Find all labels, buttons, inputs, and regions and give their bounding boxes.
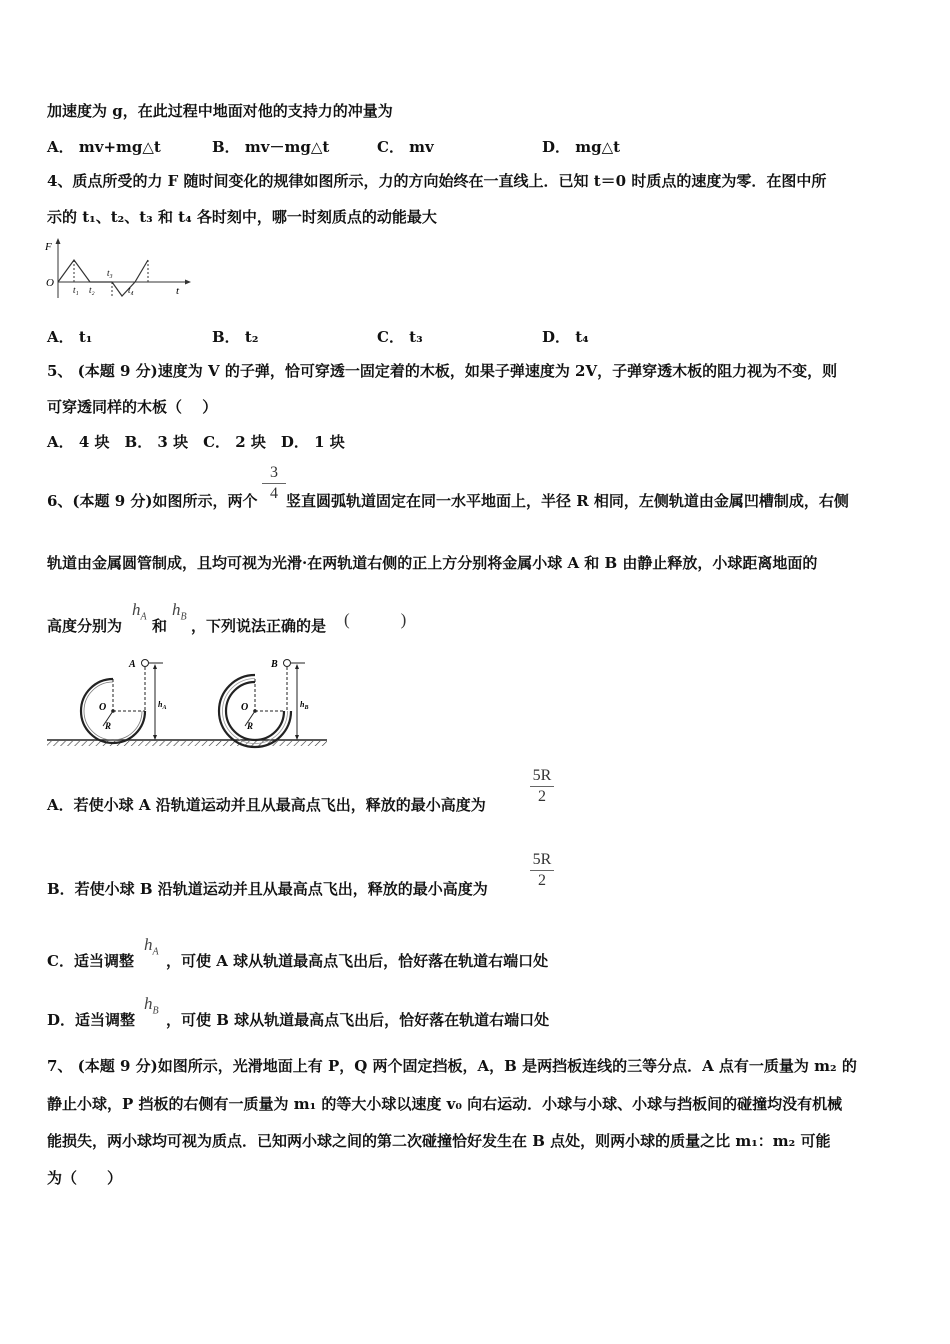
ground-hatch — [47, 741, 327, 746]
q6-frac-num: 3 — [270, 464, 278, 481]
q6-fraction-three-quarters — [260, 464, 288, 503]
q3-option-c: C． mv — [377, 138, 434, 156]
right-height-label: $h_B$ — [300, 700, 309, 711]
q6-and: 和 — [152, 617, 168, 635]
graph-y-arrow — [56, 238, 61, 244]
q6-option-c-ha: $h_A$ — [144, 935, 159, 958]
q6-line-1-post: 竖直圆弧轨道固定在同一水平地面上，半径 R 相同，左侧轨道由金属凹槽制成，右侧 — [286, 492, 849, 510]
ball-a — [142, 660, 149, 667]
right-center-label: O — [241, 702, 249, 713]
q3-option-b: B． mv－mg△t — [212, 138, 330, 156]
graph-label-t: t — [176, 285, 180, 297]
ball-b — [284, 660, 291, 667]
left-groove-track — [81, 659, 166, 743]
ball-a-label: A — [129, 659, 136, 670]
q7-line-4: 为（ ） — [47, 1169, 123, 1187]
q4-line-2: 示的 t₁、t₂、t₃ 和 t₄ 各时刻中，哪一时刻质点的动能最大 — [47, 208, 437, 226]
right-tube-track — [219, 659, 308, 747]
q4-line-1: 4、质点所受的力 F 随时间变化的规律如图所示，力的方向始终在一直线上．已知 t＝0 时质点的速度为零．在图中所 — [47, 172, 827, 190]
q6-frac-den: 4 — [270, 485, 278, 502]
q6-option-d-pre: D．适当调整 — [47, 1011, 136, 1029]
q6-line-2: 轨道由金属圆管制成，且均可视为光滑·在两轨道右侧的正上方分别将金属小球 A 和 B 由静止释放，小球距离地面的 — [47, 554, 818, 572]
q6-line-1-pre: 6、(本题 9 分)如图所示，两个 — [47, 492, 258, 510]
graph-tick-t4: t₄ — [128, 285, 134, 295]
q4-option-c: C． t₃ — [377, 328, 423, 346]
left-height-label: $h_A$ — [158, 700, 167, 711]
q6-option-a-fraction: 5R 2 — [528, 767, 556, 806]
q4-option-b: B． t₂ — [212, 328, 259, 346]
right-radius-label: R — [247, 721, 254, 731]
q7-line-3: 能损失，两小球均可视为质点．已知两小球之间的第二次碰撞恰好发生在 B 点处，则两小球的质量之比 m₁：m₂ 可能 — [47, 1132, 831, 1150]
left-center-label: O — [99, 702, 107, 713]
graph-tick-t1: t₁ — [73, 285, 79, 295]
q6-line-3-post: ，下列说法正确的是 — [191, 617, 327, 635]
q7-line-2: 静止小球，P 挡板的右侧有一质量为 m₁ 的等大小球以速度 v₀ 向右运动．小球与小球、小球与挡板间的碰撞均没有机械 — [47, 1095, 843, 1113]
q6-option-d-post: ，可使 B 球从轨道最高点飞出后，恰好落在轨道右端口处 — [166, 1011, 550, 1029]
q6-line-3-pre: 高度分别为 — [47, 617, 123, 635]
q6-track-figure — [45, 655, 330, 750]
q3-tail-line: 加速度为 g，在此过程中地面对他的支持力的冲量为 — [47, 102, 393, 120]
q6-option-b: B．若使小球 B 沿轨道运动并且从最高点飞出，释放的最小高度为 — [47, 880, 488, 898]
q6-option-c-post: ，可使 A 球从轨道最高点飞出后，恰好落在轨道右端口处 — [166, 952, 549, 970]
graph-label-f: F — [45, 241, 52, 253]
graph-x-arrow — [185, 280, 191, 285]
q4-force-time-graph — [40, 236, 195, 300]
q6-option-b-fraction: 5R 2 — [528, 851, 556, 890]
graph-tick-t3: t₃ — [107, 268, 113, 278]
ball-b-label: B — [271, 659, 278, 670]
graph-force-curve — [58, 260, 148, 296]
q7-line-1: 7、 (本题 9 分)如图所示，光滑地面上有 P，Q 两个固定挡板，A，B 是两挡板连线的三等分点．A 点有一质量为 m₂ 的 — [47, 1057, 857, 1075]
graph-label-o: O — [46, 277, 54, 289]
q5-line-2: 可穿透同样的木板（ ） — [47, 398, 218, 416]
q6-hb-symbol: $h_B$ — [172, 600, 187, 623]
q6-answer-paren: ( ) — [344, 610, 407, 629]
q4-option-a: A． t₁ — [47, 328, 93, 346]
q6-option-d-hb: $h_B$ — [144, 994, 159, 1017]
q4-option-d: D． t₄ — [542, 328, 589, 346]
graph-tick-t2: t₂ — [89, 285, 95, 295]
q5-line-1: 5、 (本题 9 分)速度为 V 的子弹，恰可穿透一固定着的木板，如果子弹速度为 2V，子弹穿透木板的阻力视为不变，则 — [47, 362, 838, 380]
q6-option-a: A．若使小球 A 沿轨道运动并且从最高点飞出，释放的最小高度为 — [47, 796, 486, 814]
left-radius-label: R — [105, 721, 112, 731]
q5-options: A． 4 块 B． 3 块 C． 2 块 D． 1 块 — [47, 433, 345, 451]
q6-option-c-pre: C．适当调整 — [47, 952, 134, 970]
q3-option-a: A． mv+mg△t — [47, 138, 161, 156]
q6-ha-symbol: $h_A$ — [132, 600, 147, 623]
q3-option-d: D． mg△t — [542, 138, 621, 156]
